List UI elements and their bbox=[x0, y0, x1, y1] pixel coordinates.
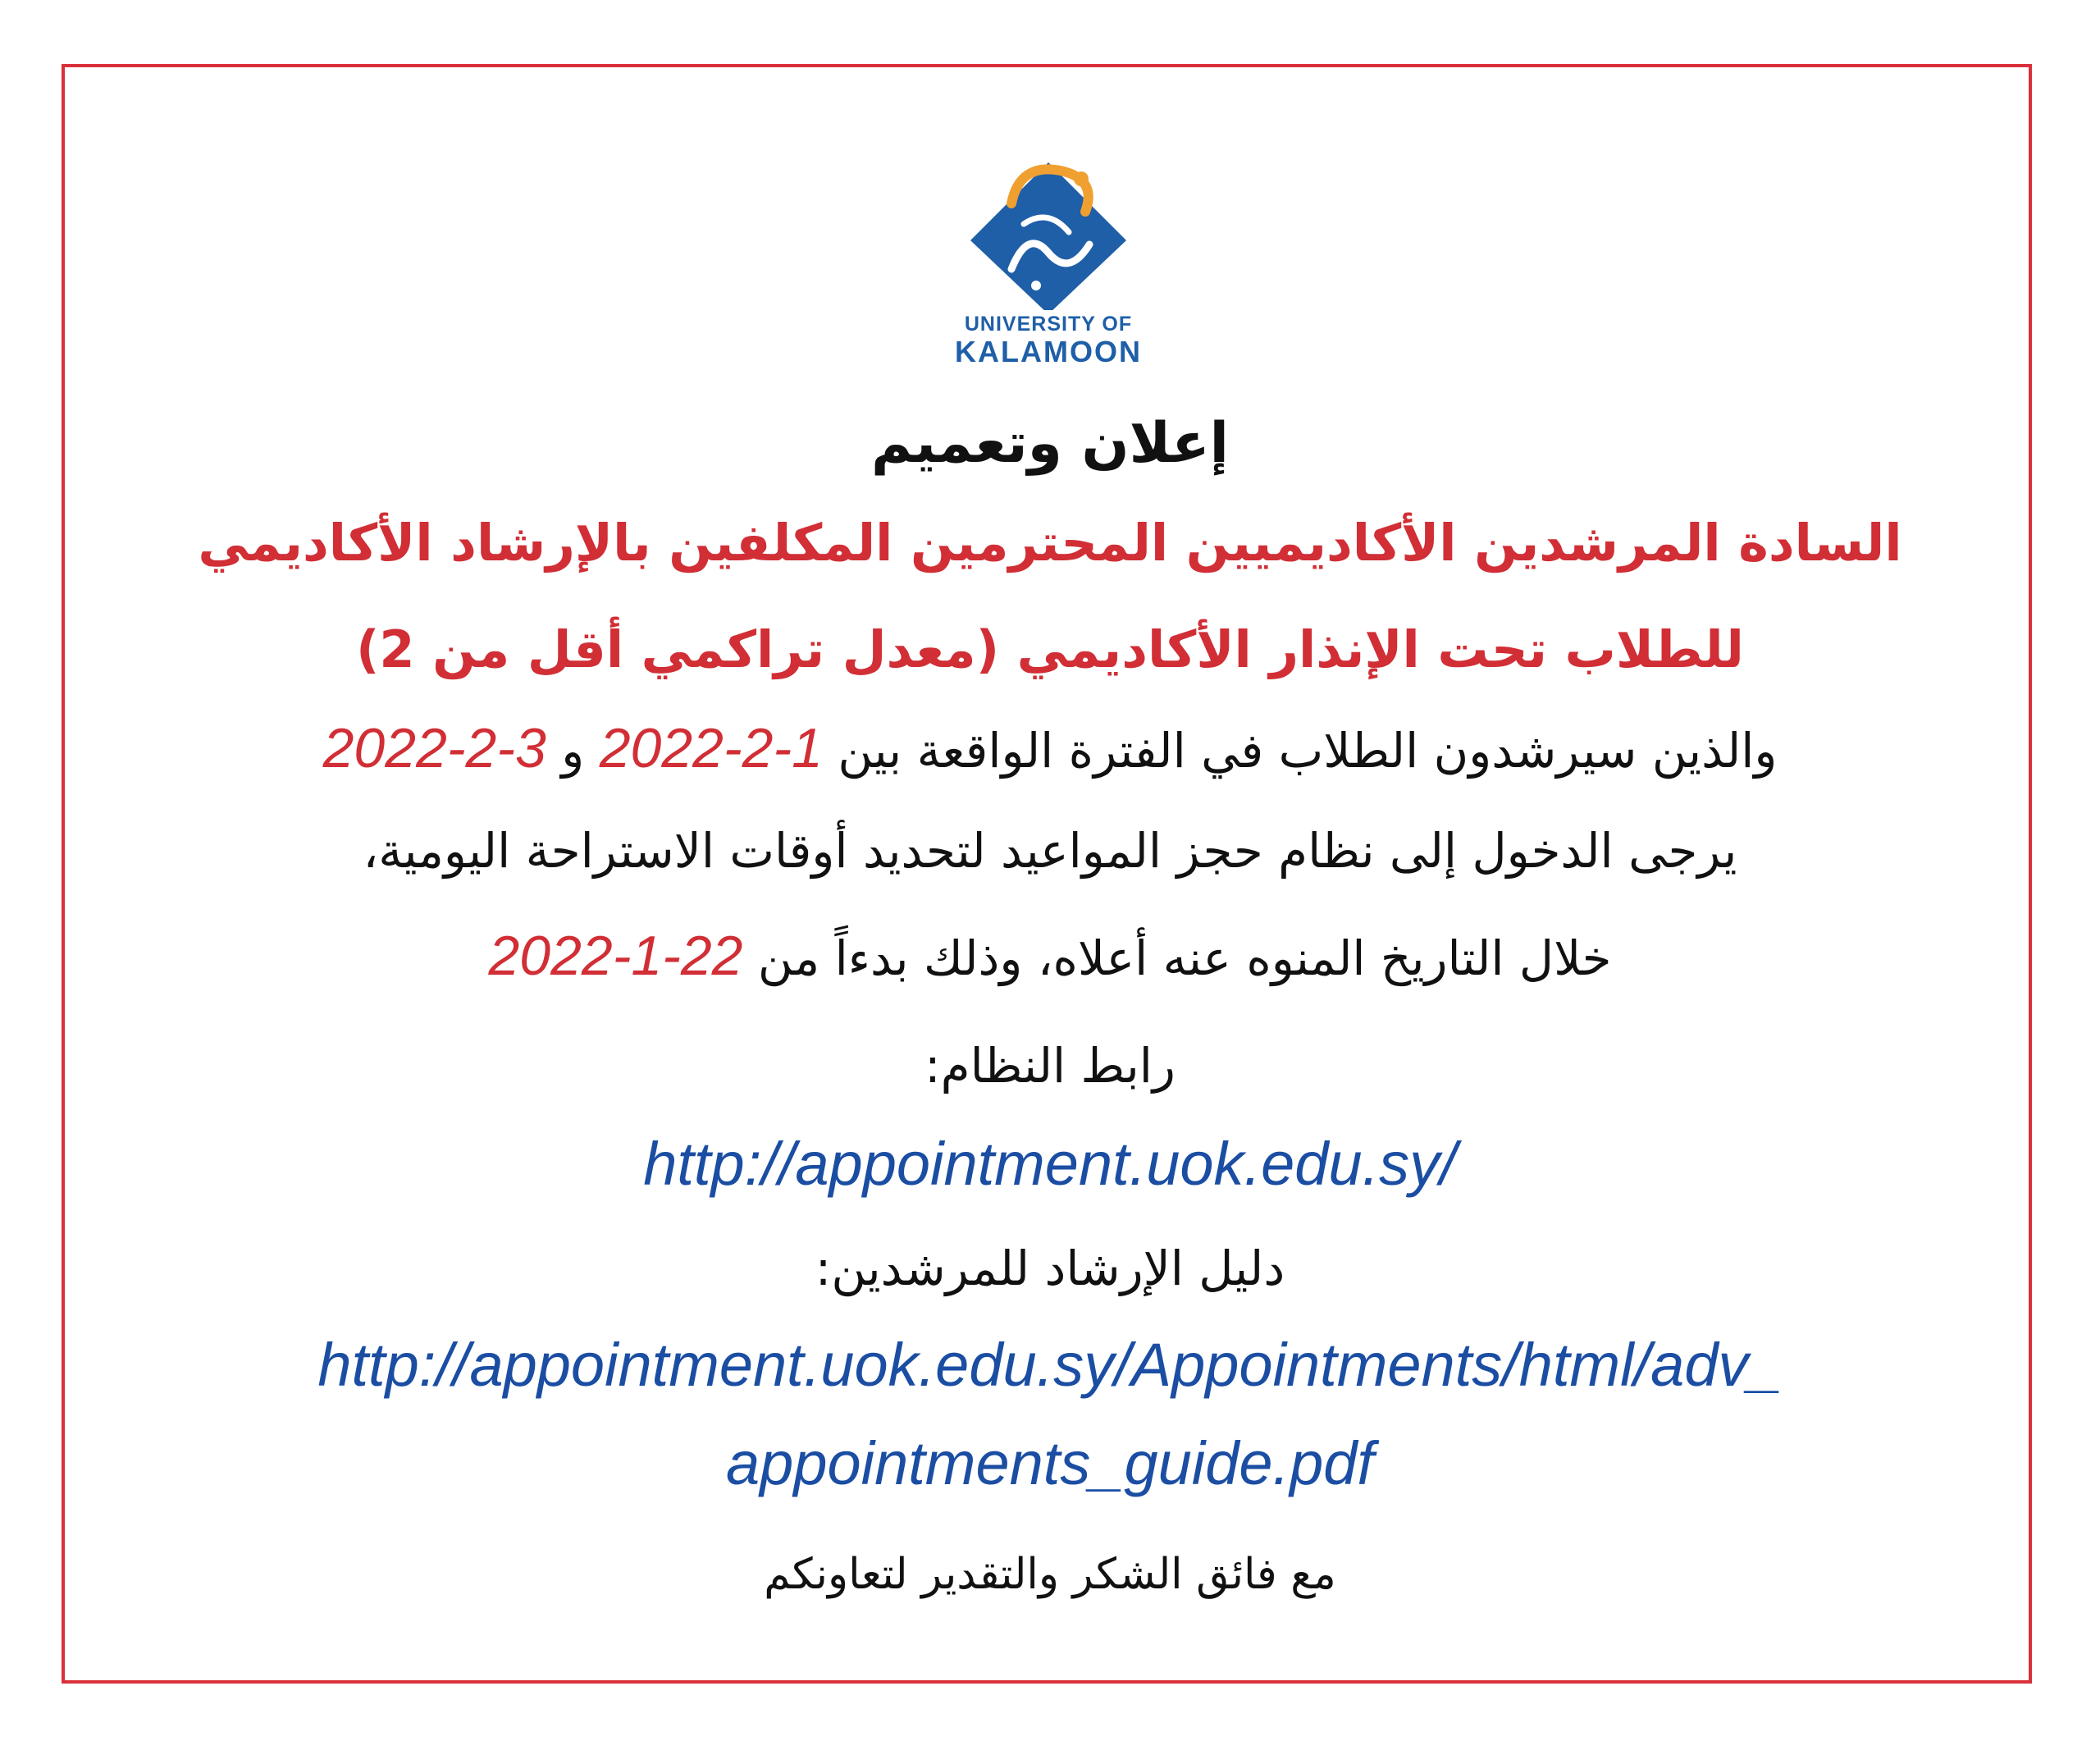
heading-line-1: السادة المرشدين الأكاديميين المحترمين المكلفين بالإرشاد الأكاديمي bbox=[198, 513, 1902, 573]
conjunction: و bbox=[561, 723, 585, 779]
heading-line-2: للطلاب تحت الإنذار الأكاديمي (معدل تراكمي أقل من 2) bbox=[356, 619, 1744, 679]
system-link-label: رابط النظام: bbox=[924, 1038, 1176, 1094]
logo-emblem-icon bbox=[954, 146, 1143, 310]
guide-link-part2[interactable]: appointments_guide.pdf bbox=[726, 1429, 1374, 1497]
system-link[interactable]: http://appointment.uok.edu.sy/ bbox=[643, 1130, 1457, 1198]
guide-link-part1[interactable]: http://appointment.uok.edu.sy/Appointments/html/adv_ bbox=[317, 1331, 1783, 1399]
date-end: 2022-2-3 bbox=[322, 717, 546, 779]
announcement-title: إعلان وتعميم bbox=[871, 411, 1229, 476]
period-text: والذين سيرشدون الطلاب في الفترة الواقعة بين bbox=[838, 723, 1778, 779]
date-from: 2022-1-22 bbox=[488, 925, 743, 987]
period-line bbox=[0, 715, 2100, 783]
instruction-line: يرجى الدخول إلى نظام حجز المواعيد لتحديد أوقات الاستراحة اليومية، bbox=[363, 823, 1737, 879]
closing-text: مع فائق الشكر والتقدير لتعاونكم bbox=[764, 1550, 1336, 1599]
logo-text-line2: KALAMOON bbox=[955, 335, 1142, 368]
start-date-line bbox=[0, 923, 2100, 990]
start-date-text: خلال التاريخ المنوه عنه أعلاه، وذلك بدءاً من bbox=[757, 930, 1612, 986]
date-start: 2022-2-1 bbox=[599, 717, 823, 779]
logo-text-line1: UNIVERSITY OF bbox=[964, 313, 1133, 336]
guide-label: دليل الإرشاد للمرشدين: bbox=[815, 1241, 1285, 1296]
university-logo bbox=[954, 146, 1143, 368]
